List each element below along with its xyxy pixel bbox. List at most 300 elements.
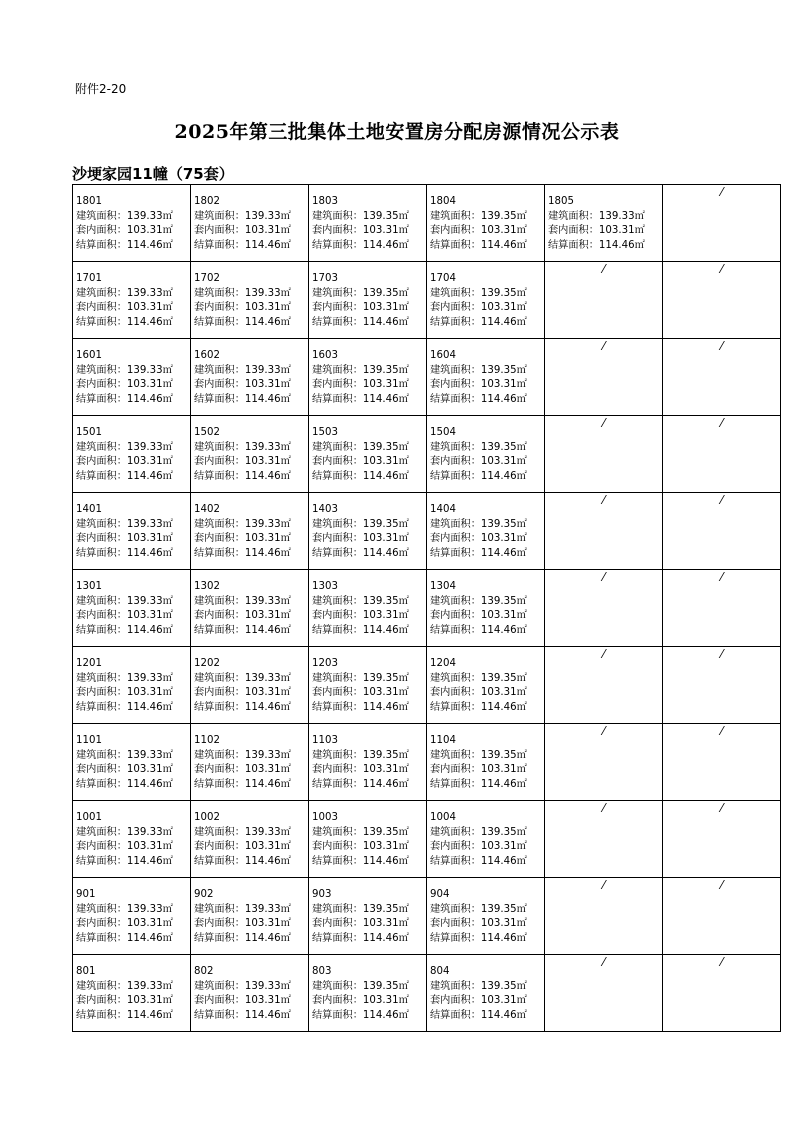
unit-cell (309, 647, 427, 724)
unit-settlement-area: 结算面积：114.46㎡ (194, 393, 291, 405)
unit-settlement-area: 结算面积：114.46㎡ (76, 855, 173, 867)
empty-cell (663, 493, 781, 570)
unit-settlement-area: 结算面积：114.46㎡ (194, 1009, 291, 1021)
unit-room-number: 1104 (430, 735, 456, 746)
unit-info (545, 185, 662, 253)
unit-inner-area: 套内面积：103.31㎡ (430, 995, 527, 1007)
empty-mark: / (717, 339, 726, 352)
unit-inner-area: 套内面积：103.31㎡ (194, 918, 291, 930)
unit-building-area: 建筑面积：139.35㎡ (430, 903, 527, 915)
unit-inner-area: 套内面积：103.31㎡ (548, 225, 645, 237)
empty-cell (663, 262, 781, 339)
unit-cell (309, 416, 427, 493)
table-row (73, 724, 781, 801)
empty-mark: / (717, 647, 726, 660)
unit-building-area: 建筑面积：139.35㎡ (430, 441, 527, 453)
unit-building-area: 建筑面积：139.33㎡ (76, 826, 173, 838)
unit-settlement-area: 结算面积：114.46㎡ (194, 855, 291, 867)
unit-room-number: 1602 (194, 350, 220, 361)
unit-building-area: 建筑面积：139.33㎡ (194, 441, 291, 453)
empty-mark: / (717, 955, 726, 968)
unit-cell (73, 955, 191, 1032)
unit-room-number: 1403 (312, 504, 338, 515)
unit-cell (427, 724, 545, 801)
unit-cell (427, 647, 545, 724)
page-title: 2025年第三批集体土地安置房分配房源情况公示表 (174, 121, 620, 143)
unit-cell (427, 801, 545, 878)
unit-info (309, 262, 426, 330)
unit-settlement-area: 结算面积：114.46㎡ (194, 778, 291, 790)
unit-room-number: 1401 (76, 504, 102, 515)
unit-inner-area: 套内面积：103.31㎡ (312, 610, 409, 622)
unit-room-number: 1201 (76, 658, 102, 669)
empty-cell (545, 647, 663, 724)
unit-inner-area: 套内面积：103.31㎡ (430, 841, 527, 853)
empty-mark: / (599, 570, 608, 583)
attachment-label: 附件2-20 (75, 82, 127, 96)
unit-info (73, 493, 190, 561)
unit-building-area: 建筑面积：139.35㎡ (430, 749, 527, 761)
unit-room-number: 904 (430, 889, 450, 900)
empty-mark: / (599, 493, 608, 506)
unit-building-area: 建筑面积：139.35㎡ (312, 518, 409, 530)
unit-building-area: 建筑面积：139.33㎡ (76, 441, 173, 453)
unit-info (309, 570, 426, 638)
table-row (73, 185, 781, 262)
unit-inner-area: 套内面积：103.31㎡ (76, 610, 173, 622)
unit-building-area: 建筑面积：139.35㎡ (430, 672, 527, 684)
unit-cell (427, 955, 545, 1032)
empty-mark: / (599, 955, 608, 968)
unit-room-number: 1803 (312, 196, 338, 207)
unit-building-area: 建筑面积：139.35㎡ (312, 672, 409, 684)
unit-building-area: 建筑面积：139.35㎡ (312, 749, 409, 761)
unit-building-area: 建筑面积：139.33㎡ (76, 518, 173, 530)
empty-mark: / (599, 724, 608, 737)
empty-mark: / (717, 416, 726, 429)
unit-building-area: 建筑面积：139.33㎡ (76, 749, 173, 761)
unit-settlement-area: 结算面积：114.46㎡ (194, 470, 291, 482)
table-row (73, 570, 781, 647)
empty-mark: / (717, 493, 726, 506)
unit-inner-area: 套内面积：103.31㎡ (76, 687, 173, 699)
unit-room-number: 1103 (312, 735, 338, 746)
unit-room-number: 902 (194, 889, 214, 900)
unit-room-number: 1501 (76, 427, 102, 438)
unit-room-number: 1204 (430, 658, 456, 669)
unit-cell (73, 647, 191, 724)
unit-cell (309, 724, 427, 801)
unit-room-number: 1203 (312, 658, 338, 669)
unit-info (309, 801, 426, 869)
unit-building-area: 建筑面积：139.35㎡ (312, 210, 409, 222)
unit-settlement-area: 结算面积：114.46㎡ (548, 239, 645, 251)
table-body (73, 185, 781, 1032)
empty-cell (545, 724, 663, 801)
unit-inner-area: 套内面积：103.31㎡ (430, 918, 527, 930)
unit-settlement-area: 结算面积：114.46㎡ (194, 547, 291, 559)
unit-info (427, 416, 544, 484)
unit-building-area: 建筑面积：139.33㎡ (194, 826, 291, 838)
unit-building-area: 建筑面积：139.33㎡ (194, 903, 291, 915)
unit-room-number: 1303 (312, 581, 338, 592)
unit-building-area: 建筑面积：139.33㎡ (194, 595, 291, 607)
unit-inner-area: 套内面积：103.31㎡ (430, 764, 527, 776)
unit-cell (309, 955, 427, 1032)
unit-info (191, 878, 308, 946)
unit-info (73, 955, 190, 1023)
table-row (73, 493, 781, 570)
unit-settlement-area: 结算面积：114.46㎡ (430, 393, 527, 405)
unit-inner-area: 套内面积：103.31㎡ (430, 610, 527, 622)
unit-settlement-area: 结算面积：114.46㎡ (312, 316, 409, 328)
unit-cell (191, 185, 309, 262)
unit-cell (427, 570, 545, 647)
unit-settlement-area: 结算面积：114.46㎡ (430, 701, 527, 713)
unit-room-number: 1304 (430, 581, 456, 592)
unit-settlement-area: 结算面积：114.46㎡ (430, 547, 527, 559)
unit-cell (309, 570, 427, 647)
unit-info (191, 416, 308, 484)
unit-building-area: 建筑面积：139.33㎡ (76, 364, 173, 376)
unit-building-area: 建筑面积：139.33㎡ (76, 595, 173, 607)
unit-inner-area: 套内面积：103.31㎡ (194, 841, 291, 853)
unit-info (309, 185, 426, 253)
unit-inner-area: 套内面积：103.31㎡ (194, 302, 291, 314)
unit-info (191, 570, 308, 638)
unit-settlement-area: 结算面积：114.46㎡ (76, 1009, 173, 1021)
unit-settlement-area: 结算面积：114.46㎡ (194, 316, 291, 328)
unit-room-number: 1102 (194, 735, 220, 746)
empty-mark: / (717, 262, 726, 275)
empty-mark: / (599, 339, 608, 352)
unit-room-number: 1603 (312, 350, 338, 361)
unit-settlement-area: 结算面积：114.46㎡ (194, 932, 291, 944)
unit-info (73, 724, 190, 792)
unit-cell (427, 416, 545, 493)
unit-building-area: 建筑面积：139.35㎡ (430, 210, 527, 222)
unit-building-area: 建筑面积：139.35㎡ (312, 980, 409, 992)
unit-inner-area: 套内面积：103.31㎡ (430, 379, 527, 391)
empty-cell (663, 724, 781, 801)
unit-info (309, 647, 426, 715)
unit-cell (191, 955, 309, 1032)
table-row (73, 878, 781, 955)
unit-building-area: 建筑面积：139.35㎡ (312, 595, 409, 607)
empty-cell (663, 878, 781, 955)
unit-building-area: 建筑面积：139.35㎡ (312, 441, 409, 453)
unit-cell (309, 339, 427, 416)
unit-cell (73, 339, 191, 416)
unit-info (309, 955, 426, 1023)
empty-mark: / (599, 416, 608, 429)
unit-cell (191, 570, 309, 647)
unit-room-number: 801 (76, 966, 96, 977)
unit-inner-area: 套内面积：103.31㎡ (194, 764, 291, 776)
unit-building-area: 建筑面积：139.33㎡ (76, 672, 173, 684)
unit-inner-area: 套内面积：103.31㎡ (312, 533, 409, 545)
unit-inner-area: 套内面积：103.31㎡ (312, 918, 409, 930)
unit-info (191, 801, 308, 869)
unit-info (73, 185, 190, 253)
unit-cell (73, 262, 191, 339)
empty-cell (663, 955, 781, 1032)
unit-inner-area: 套内面积：103.31㎡ (312, 456, 409, 468)
unit-cell (309, 878, 427, 955)
unit-settlement-area: 结算面积：114.46㎡ (76, 932, 173, 944)
unit-info (73, 339, 190, 407)
unit-settlement-area: 结算面积：114.46㎡ (312, 239, 409, 251)
unit-room-number: 1701 (76, 273, 102, 284)
empty-cell (545, 339, 663, 416)
unit-settlement-area: 结算面积：114.46㎡ (312, 778, 409, 790)
unit-room-number: 1801 (76, 196, 102, 207)
unit-info (191, 262, 308, 330)
unit-info (427, 801, 544, 869)
unit-inner-area: 套内面积：103.31㎡ (76, 841, 173, 853)
unit-room-number: 1805 (548, 196, 574, 207)
unit-settlement-area: 结算面积：114.46㎡ (312, 547, 409, 559)
unit-inner-area: 套内面积：103.31㎡ (76, 764, 173, 776)
unit-settlement-area: 结算面积：114.46㎡ (76, 316, 173, 328)
unit-settlement-area: 结算面积：114.46㎡ (76, 547, 173, 559)
unit-cell (191, 339, 309, 416)
unit-inner-area: 套内面积：103.31㎡ (194, 456, 291, 468)
table-row (73, 801, 781, 878)
unit-settlement-area: 结算面积：114.46㎡ (430, 470, 527, 482)
unit-settlement-area: 结算面积：114.46㎡ (312, 393, 409, 405)
housing-allocation-table (72, 184, 781, 1032)
empty-mark: / (717, 724, 726, 737)
unit-settlement-area: 结算面积：114.46㎡ (312, 855, 409, 867)
unit-building-area: 建筑面积：139.35㎡ (430, 980, 527, 992)
empty-mark: / (599, 801, 608, 814)
unit-inner-area: 套内面积：103.31㎡ (76, 302, 173, 314)
unit-settlement-area: 结算面积：114.46㎡ (430, 778, 527, 790)
unit-building-area: 建筑面积：139.35㎡ (312, 364, 409, 376)
unit-cell (191, 878, 309, 955)
unit-cell (427, 339, 545, 416)
unit-inner-area: 套内面积：103.31㎡ (430, 456, 527, 468)
empty-cell (663, 570, 781, 647)
empty-cell (545, 878, 663, 955)
unit-cell (191, 801, 309, 878)
table-row (73, 647, 781, 724)
unit-settlement-area: 结算面积：114.46㎡ (312, 701, 409, 713)
unit-settlement-area: 结算面积：114.46㎡ (76, 393, 173, 405)
unit-info (427, 724, 544, 792)
unit-cell (73, 185, 191, 262)
unit-inner-area: 套内面积：103.31㎡ (194, 533, 291, 545)
unit-room-number: 1404 (430, 504, 456, 515)
unit-inner-area: 套内面积：103.31㎡ (312, 687, 409, 699)
unit-info (427, 878, 544, 946)
unit-info (427, 339, 544, 407)
unit-cell (73, 493, 191, 570)
unit-room-number: 1001 (76, 812, 102, 823)
unit-inner-area: 套内面积：103.31㎡ (76, 533, 173, 545)
unit-building-area: 建筑面积：139.33㎡ (76, 210, 173, 222)
unit-room-number: 1101 (76, 735, 102, 746)
unit-cell (309, 801, 427, 878)
unit-info (309, 416, 426, 484)
empty-cell (545, 262, 663, 339)
unit-building-area: 建筑面积：139.33㎡ (194, 749, 291, 761)
empty-cell (663, 801, 781, 878)
unit-building-area: 建筑面积：139.33㎡ (548, 210, 645, 222)
unit-building-area: 建筑面积：139.35㎡ (430, 595, 527, 607)
unit-inner-area: 套内面积：103.31㎡ (76, 995, 173, 1007)
unit-inner-area: 套内面积：103.31㎡ (312, 995, 409, 1007)
unit-building-area: 建筑面积：139.33㎡ (194, 364, 291, 376)
unit-cell (191, 416, 309, 493)
unit-settlement-area: 结算面积：114.46㎡ (312, 932, 409, 944)
unit-cell (309, 262, 427, 339)
unit-room-number: 1302 (194, 581, 220, 592)
unit-cell (309, 493, 427, 570)
unit-info (73, 262, 190, 330)
unit-info (427, 570, 544, 638)
unit-info (73, 647, 190, 715)
unit-room-number: 901 (76, 889, 96, 900)
table-row (73, 955, 781, 1032)
unit-building-area: 建筑面积：139.35㎡ (430, 518, 527, 530)
unit-settlement-area: 结算面积：114.46㎡ (430, 239, 527, 251)
unit-cell (427, 185, 545, 262)
empty-cell (545, 801, 663, 878)
empty-mark: / (717, 801, 726, 814)
unit-building-area: 建筑面积：139.33㎡ (194, 672, 291, 684)
unit-room-number: 1402 (194, 504, 220, 515)
unit-cell (309, 185, 427, 262)
unit-cell (427, 262, 545, 339)
unit-cell (73, 801, 191, 878)
unit-settlement-area: 结算面积：114.46㎡ (194, 701, 291, 713)
unit-info (427, 262, 544, 330)
unit-inner-area: 套内面积：103.31㎡ (430, 225, 527, 237)
unit-building-area: 建筑面积：139.33㎡ (76, 980, 173, 992)
unit-inner-area: 套内面积：103.31㎡ (312, 225, 409, 237)
unit-settlement-area: 结算面积：114.46㎡ (312, 1009, 409, 1021)
unit-cell (73, 416, 191, 493)
unit-inner-area: 套内面积：103.31㎡ (430, 533, 527, 545)
unit-room-number: 1503 (312, 427, 338, 438)
unit-building-area: 建筑面积：139.35㎡ (312, 287, 409, 299)
unit-info (427, 493, 544, 561)
unit-settlement-area: 结算面积：114.46㎡ (430, 1009, 527, 1021)
unit-info (73, 801, 190, 869)
unit-info (309, 339, 426, 407)
unit-building-area: 建筑面积：139.35㎡ (430, 826, 527, 838)
unit-building-area: 建筑面积：139.33㎡ (194, 210, 291, 222)
unit-settlement-area: 结算面积：114.46㎡ (76, 701, 173, 713)
unit-settlement-area: 结算面积：114.46㎡ (312, 624, 409, 636)
unit-cell (73, 878, 191, 955)
unit-room-number: 1504 (430, 427, 456, 438)
empty-mark: / (599, 262, 608, 275)
unit-building-area: 建筑面积：139.33㎡ (194, 518, 291, 530)
unit-info (191, 339, 308, 407)
unit-inner-area: 套内面积：103.31㎡ (312, 379, 409, 391)
unit-cell (73, 570, 191, 647)
unit-info (427, 185, 544, 253)
unit-info (309, 878, 426, 946)
empty-cell (663, 339, 781, 416)
empty-cell (545, 570, 663, 647)
empty-mark: / (599, 878, 608, 891)
empty-cell (545, 493, 663, 570)
unit-inner-area: 套内面积：103.31㎡ (76, 225, 173, 237)
unit-room-number: 1004 (430, 812, 456, 823)
unit-info (191, 955, 308, 1023)
unit-building-area: 建筑面积：139.35㎡ (430, 287, 527, 299)
unit-info (73, 416, 190, 484)
unit-building-area: 建筑面积：139.33㎡ (76, 903, 173, 915)
unit-settlement-area: 结算面积：114.46㎡ (312, 470, 409, 482)
unit-room-number: 1703 (312, 273, 338, 284)
empty-cell (663, 647, 781, 724)
table-subtitle: 沙埂家园11幢（75套） (72, 165, 234, 183)
unit-info (73, 570, 190, 638)
unit-cell (545, 185, 663, 262)
unit-room-number: 1704 (430, 273, 456, 284)
table-row (73, 416, 781, 493)
empty-cell (663, 416, 781, 493)
unit-room-number: 1601 (76, 350, 102, 361)
unit-settlement-area: 结算面积：114.46㎡ (430, 932, 527, 944)
unit-cell (191, 647, 309, 724)
unit-room-number: 1702 (194, 273, 220, 284)
unit-info (191, 185, 308, 253)
unit-cell (73, 724, 191, 801)
unit-settlement-area: 结算面积：114.46㎡ (430, 855, 527, 867)
unit-info (191, 493, 308, 561)
empty-cell (545, 955, 663, 1032)
unit-room-number: 1802 (194, 196, 220, 207)
unit-settlement-area: 结算面积：114.46㎡ (76, 624, 173, 636)
unit-inner-area: 套内面积：103.31㎡ (430, 302, 527, 314)
unit-settlement-area: 结算面积：114.46㎡ (76, 778, 173, 790)
unit-info (309, 493, 426, 561)
unit-cell (191, 493, 309, 570)
unit-building-area: 建筑面积：139.35㎡ (312, 903, 409, 915)
unit-building-area: 建筑面积：139.33㎡ (76, 287, 173, 299)
unit-room-number: 803 (312, 966, 332, 977)
unit-settlement-area: 结算面积：114.46㎡ (76, 239, 173, 251)
table-row (73, 262, 781, 339)
unit-settlement-area: 结算面积：114.46㎡ (194, 624, 291, 636)
empty-mark: / (717, 570, 726, 583)
unit-cell (427, 878, 545, 955)
unit-info (427, 647, 544, 715)
unit-inner-area: 套内面积：103.31㎡ (76, 456, 173, 468)
unit-cell (427, 493, 545, 570)
unit-settlement-area: 结算面积：114.46㎡ (430, 316, 527, 328)
unit-settlement-area: 结算面积：114.46㎡ (194, 239, 291, 251)
unit-building-area: 建筑面积：139.35㎡ (312, 826, 409, 838)
empty-mark: / (599, 647, 608, 660)
table-row (73, 339, 781, 416)
unit-info (309, 724, 426, 792)
unit-inner-area: 套内面积：103.31㎡ (76, 918, 173, 930)
unit-inner-area: 套内面积：103.31㎡ (194, 687, 291, 699)
unit-room-number: 1804 (430, 196, 456, 207)
unit-inner-area: 套内面积：103.31㎡ (194, 225, 291, 237)
unit-inner-area: 套内面积：103.31㎡ (76, 379, 173, 391)
unit-cell (191, 262, 309, 339)
unit-info (427, 955, 544, 1023)
unit-room-number: 1502 (194, 427, 220, 438)
